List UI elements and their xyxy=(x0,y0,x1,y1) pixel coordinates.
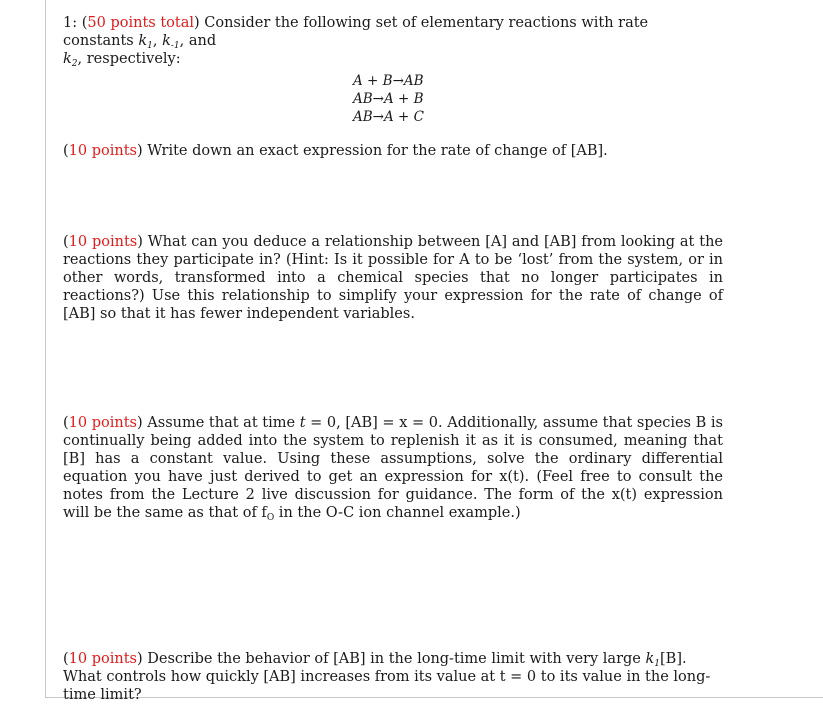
question-2: (10 points) What can you deduce a relationship between [A] and [AB] from looking at the reactions they participate in? (Hint: Is it possible for A to be ‘lost’ from the system, or in other words, transformed into a chemical species that no longer participates in reactions?) Use this relationship to simplify your expression for the rate of change of [AB] so that it has fewer independent variables. xyxy=(63,234,723,322)
f-subscript: O xyxy=(266,513,275,523)
problem-number: 1: ( xyxy=(63,15,88,31)
question-3: (10 points) Assume that at time t = 0, [AB] = x = 0. Additionally, assume that species B is continually being added into the system to replenish it as it is consumed, meaning that [B] has a constant value. Using these assumptions, solve the ordinary differential equation you have just derived to get an expression for x(t). (Feel free to consult the notes from the Lecture 2 live discussion for guidance. The form of the x(t) expression will be the same as that of $f_O$ in the O-C ion channel example.) xyxy=(63,415,723,523)
q3-text-b: = 0, [AB] = x = 0. Additionally, assume that species B is continually being added into the system to replenish it as it is consumed, meaning that [B] has a constant value. Using these assumptions, solve the ordinary differential equation you have just derived to get an expression for x(t). (Feel free to consult the notes from the Lecture 2 live discussion for guidance. The form of the x(t) expression will be the same as that of f xyxy=(63,415,723,521)
intro-text-end: , respectively: xyxy=(77,51,181,67)
q4-rate-constant: k xyxy=(645,651,655,667)
intro-text: ) Consider the following set of elementary reactions with rate constants xyxy=(63,15,649,49)
q3-text-c: in the O-C ion channel example.) xyxy=(274,505,521,521)
q3-text-a: ) Assume that at time xyxy=(137,415,300,431)
q1-text: ) Write down an exact expression for the rate of change of [AB]. xyxy=(137,143,608,159)
q2-text: ) What can you deduce a relationship between [A] and [AB] from looking at the reactions they participate in? (Hint: Is it possible for A to be ‘lost’ from the system, or in other words, transformed into a chemical species that no longer participates in reactions?) Use this relationship to simplify your expression for the rate of change of [AB] so that it has fewer independent variables. xyxy=(63,234,723,322)
question-1: (10 points) Write down an exact expression for the rate of change of [AB]. xyxy=(63,143,608,159)
rate-constant-k-1: k xyxy=(162,33,171,49)
k-1-subscript: -1 xyxy=(170,41,180,51)
reaction-list xyxy=(353,72,424,126)
k1-subscript: 1 xyxy=(147,41,153,51)
k2-subscript: 2 xyxy=(71,59,78,69)
q3-time-variable: t xyxy=(299,415,306,431)
question-4: (10 points) Describe the behavior of [AB] in the long-time limit with very large $k_1[B]$. What controls how quickly [AB] increases from its value at t = 0 to its value in the long-time limit? xyxy=(63,651,711,703)
problem-intro xyxy=(63,14,723,68)
reaction-2: AB→A + B xyxy=(353,91,424,107)
and-word: , and xyxy=(179,33,217,49)
q3-points: 10 points xyxy=(68,415,137,431)
document-frame xyxy=(45,0,823,698)
q2-points: 10 points xyxy=(68,234,138,250)
q1-points: 10 points xyxy=(68,143,137,159)
reaction-3: AB→A + C xyxy=(353,109,424,125)
separator: , xyxy=(152,33,163,49)
q4-text-b: [B]. What controls how quickly [AB] increases from its value at t = 0 to its value in the long-time limit? xyxy=(63,651,711,703)
q4-text-a: ) Describe the behavior of [AB] in the long-time limit with very large xyxy=(137,651,646,667)
q4-points: 10 points xyxy=(68,651,137,667)
rate-constant-k2: k xyxy=(63,51,72,67)
rate-constant-k1: k xyxy=(138,33,148,49)
q4-k-subscript: 1 xyxy=(654,659,661,669)
total-points: 50 points total xyxy=(87,15,194,31)
reaction-1: A + B→AB xyxy=(353,73,424,89)
